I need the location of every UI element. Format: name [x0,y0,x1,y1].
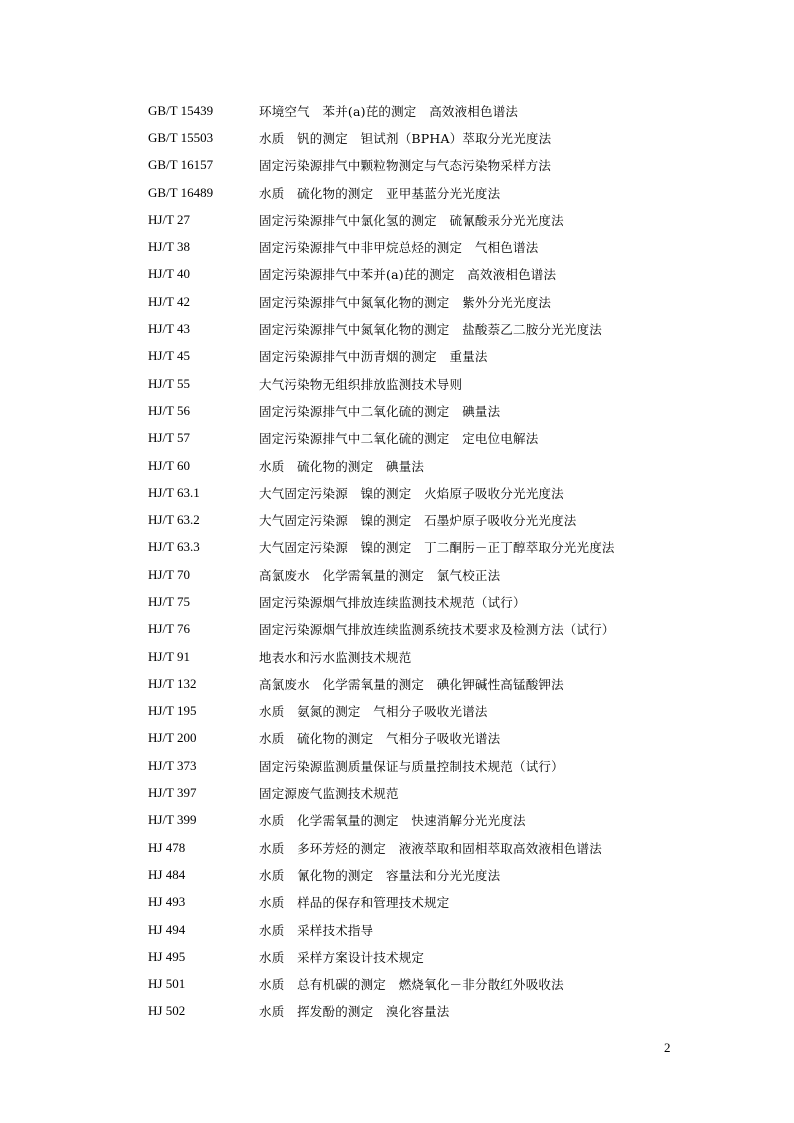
standard-title: 大气固定污染源 镍的测定 丁二酮肟－正丁醇萃取分光光度法 [259,540,615,556]
standard-code: HJ/T 63.3 [148,539,200,555]
standard-code: HJ 501 [148,976,186,992]
standard-row [148,179,668,206]
standard-title: 固定源废气监测技术规范 [259,786,399,802]
standard-row [148,807,668,834]
standard-code: GB/T 15503 [148,129,214,145]
standard-title: 水质 硫化物的测定 碘量法 [259,458,425,474]
standard-row [148,343,668,370]
standard-row [148,670,668,697]
standard-code: HJ/T 91 [148,648,191,664]
standard-row [148,370,668,397]
standard-code: GB/T 15439 [148,102,214,118]
standard-row [148,861,668,888]
standard-row [148,206,668,233]
standard-row [148,752,668,779]
standard-code: HJ/T 63.1 [148,484,200,500]
standards-list [148,97,668,1025]
standard-title: 水质 硫化物的测定 气相分子吸收光谱法 [259,731,501,747]
standard-code: HJ 484 [148,866,186,882]
standard-code: GB/T 16489 [148,184,214,200]
standard-code: HJ/T 55 [148,375,191,391]
standard-title: 固定污染源排气中苯并(a)芘的测定 高效液相色谱法 [259,267,557,283]
standard-code: HJ 495 [148,948,186,964]
standard-code: HJ/T 63.2 [148,512,200,528]
standard-row [148,779,668,806]
standard-row [148,479,668,506]
standard-code: HJ/T 45 [148,348,191,364]
standard-code: HJ/T 60 [148,457,191,473]
standard-row [148,124,668,151]
standard-code: HJ/T 38 [148,239,191,255]
standard-title: 大气固定污染源 镍的测定 石墨炉原子吸收分光光度法 [259,513,577,529]
standard-row [148,698,668,725]
standard-code: HJ/T 40 [148,266,191,282]
standard-code: HJ 493 [148,894,186,910]
standard-title: 大气固定污染源 镍的测定 火焰原子吸收分光光度法 [259,485,564,501]
standard-title: 地表水和污水监测技术规范 [259,649,412,665]
standard-title: 固定污染源烟气排放连续监测系统技术要求及检测方法（试行） [259,622,615,638]
standard-title: 水质 钒的测定 钽试剂（BPHA）萃取分光光度法 [259,130,552,146]
standard-title: 大气污染物无组织排放监测技术导则 [259,376,463,392]
standard-row [148,288,668,315]
standard-row [148,152,668,179]
standard-title: 水质 样品的保存和管理技术规定 [259,895,450,911]
standard-title: 水质 氰化物的测定 容量法和分光光度法 [259,867,501,883]
standard-row [148,506,668,533]
standard-row [148,998,668,1025]
standard-code: HJ/T 42 [148,293,191,309]
standard-title: 环境空气 苯并(a)芘的测定 高效液相色谱法 [259,103,519,119]
standard-row [148,425,668,452]
standard-row [148,588,668,615]
standard-row [148,725,668,752]
standard-row [148,534,668,561]
standard-code: HJ/T 27 [148,211,191,227]
standard-title: 固定污染源排气中二氧化硫的测定 碘量法 [259,403,501,419]
page-number: 2 [664,1040,671,1055]
standard-code: HJ/T 373 [148,757,197,773]
standard-row [148,233,668,260]
standard-title: 水质 硫化物的测定 亚甲基蓝分光光度法 [259,185,501,201]
standard-code: HJ/T 57 [148,430,191,446]
standard-title: 固定污染源排气中非甲烷总烃的测定 气相色谱法 [259,240,539,256]
standard-code: HJ 502 [148,1003,186,1019]
standard-code: HJ/T 70 [148,566,191,582]
standard-code: GB/T 16157 [148,157,214,173]
standard-code: HJ/T 399 [148,812,197,828]
standard-row [148,889,668,916]
standard-title: 水质 挥发酚的测定 溴化容量法 [259,1004,450,1020]
standard-row [148,561,668,588]
standard-code: HJ/T 43 [148,321,191,337]
standard-title: 高氯废水 化学需氧量的测定 碘化钾碱性高锰酸钾法 [259,676,564,692]
standard-title: 固定污染源排气中氮氧化物的测定 紫外分光光度法 [259,294,552,310]
standard-code: HJ 494 [148,921,186,937]
standard-row [148,834,668,861]
standard-title: 水质 氨氮的测定 气相分子吸收光谱法 [259,704,488,720]
standard-title: 固定污染源排气中氮氧化物的测定 盐酸萘乙二胺分光光度法 [259,322,602,338]
standard-code: HJ/T 75 [148,593,191,609]
standard-title: 水质 多环芳烃的测定 液液萃取和固相萃取高效液相色谱法 [259,840,602,856]
standard-code: HJ/T 200 [148,730,197,746]
standard-code: HJ/T 132 [148,675,197,691]
standard-code: HJ/T 195 [148,703,197,719]
standard-title: 固定污染源排气中沥青烟的测定 重量法 [259,349,488,365]
standard-code: HJ 478 [148,839,186,855]
standard-code: HJ/T 397 [148,785,197,801]
standard-row [148,452,668,479]
standard-title: 固定污染源监测质量保证与质量控制技术规范（试行） [259,758,564,774]
standard-row [148,643,668,670]
standard-code: HJ/T 76 [148,621,191,637]
standard-row [148,397,668,424]
standard-row [148,616,668,643]
standard-row [148,315,668,342]
standard-title: 水质 总有机碳的测定 燃烧氧化－非分散红外吸收法 [259,977,564,993]
standard-row [148,97,668,124]
standard-title: 固定污染源排气中氯化氢的测定 硫氰酸汞分光光度法 [259,212,564,228]
standard-row [148,971,668,998]
standard-row [148,916,668,943]
standard-title: 固定污染源排气中二氧化硫的测定 定电位电解法 [259,431,539,447]
standard-title: 水质 采样方案设计技术规定 [259,949,425,965]
standard-row [148,261,668,288]
standard-title: 固定污染源烟气排放连续监测技术规范（试行） [259,594,526,610]
standard-title: 固定污染源排气中颗粒物测定与气态污染物采样方法 [259,158,552,174]
standard-row [148,943,668,970]
standard-title: 高氯废水 化学需氧量的测定 氯气校正法 [259,567,501,583]
standard-title: 水质 采样技术指导 [259,922,374,938]
standard-code: HJ/T 56 [148,402,191,418]
standard-title: 水质 化学需氧量的测定 快速消解分光光度法 [259,813,526,829]
